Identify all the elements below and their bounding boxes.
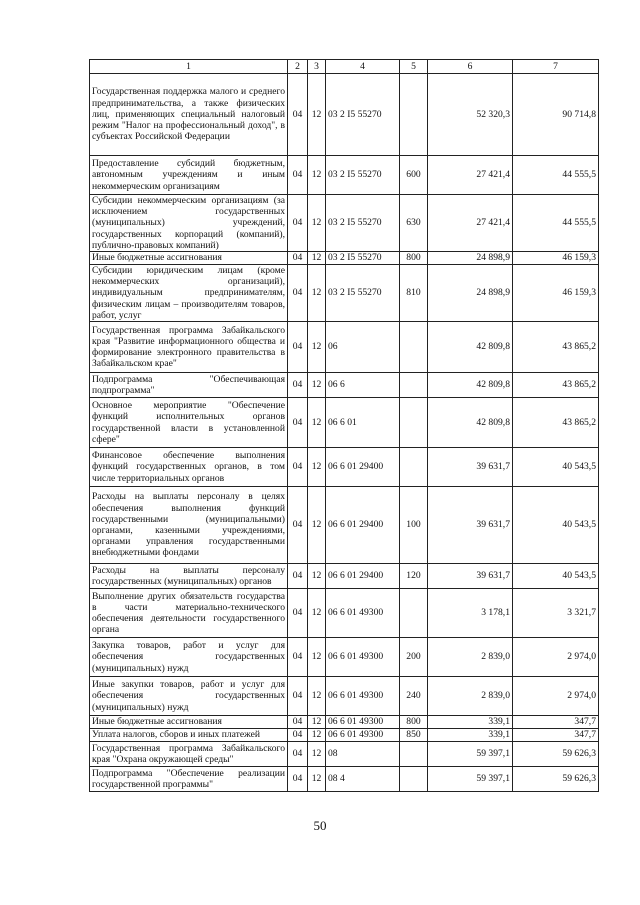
- row-name: Уплата налогов, сборов и иных платежей: [90, 729, 288, 742]
- row-name: Основное мероприятие "Обеспечение функций исполнительных органов государственной власти в установленной сфере": [90, 398, 288, 448]
- amount-year-1: 27 421,4: [428, 156, 513, 195]
- amount-year-2: 347,7: [513, 716, 599, 729]
- target-article-code: 06 6 01 29400: [326, 448, 400, 487]
- amount-year-1: 339,1: [428, 716, 513, 729]
- subsection-code: 12: [308, 767, 326, 792]
- subsection-code: 12: [308, 589, 326, 638]
- amount-year-2: 40 543,5: [513, 448, 599, 487]
- row-name: Иные бюджетные ассигнования: [90, 252, 288, 265]
- subsection-code: 12: [308, 487, 326, 564]
- subsection-code: 12: [308, 74, 326, 156]
- table-row: [90, 589, 599, 638]
- expense-type-code: [400, 742, 428, 767]
- target-article-code: 06 6 01 49300: [326, 729, 400, 742]
- target-article-code: 03 2 I5 55270: [326, 156, 400, 195]
- column-header: 5: [400, 60, 428, 74]
- section-code: 04: [288, 487, 308, 564]
- expense-type-code: [400, 322, 428, 373]
- expense-type-code: [400, 448, 428, 487]
- table-row: [90, 638, 599, 677]
- subsection-code: 12: [308, 448, 326, 487]
- target-article-code: 06: [326, 322, 400, 373]
- row-name: Расходы на выплаты персоналу государственных (муниципальных) органов: [90, 564, 288, 589]
- section-code: 04: [288, 322, 308, 373]
- amount-year-2: 43 865,2: [513, 398, 599, 448]
- subsection-code: 12: [308, 322, 326, 373]
- table-row: [90, 716, 599, 729]
- table-row: [90, 564, 599, 589]
- section-code: 04: [288, 156, 308, 195]
- subsection-code: 12: [308, 716, 326, 729]
- amount-year-1: 42 809,8: [428, 373, 513, 398]
- row-name: Финансовое обеспечение выполнения функций государственных органов, в том числе территориальных органов: [90, 448, 288, 487]
- table-row: [90, 767, 599, 792]
- row-name: Подпрограмма "Обеспечение реализации государственной программы": [90, 767, 288, 792]
- table-row: [90, 265, 599, 322]
- expense-type-code: [400, 398, 428, 448]
- table-body: [90, 74, 599, 792]
- row-name: Подпрограмма "Обеспечивающая подпрограмма": [90, 373, 288, 398]
- section-code: 04: [288, 742, 308, 767]
- amount-year-2: 90 714,8: [513, 74, 599, 156]
- row-name: Иные бюджетные ассигнования: [90, 716, 288, 729]
- amount-year-2: 3 321,7: [513, 589, 599, 638]
- subsection-code: 12: [308, 373, 326, 398]
- expense-type-code: [400, 74, 428, 156]
- subsection-code: 12: [308, 742, 326, 767]
- subsection-code: 12: [308, 195, 326, 252]
- target-article-code: 08: [326, 742, 400, 767]
- target-article-code: 06 6 01 29400: [326, 564, 400, 589]
- section-code: 04: [288, 448, 308, 487]
- row-name: Субсидии юридическим лицам (кроме некоммерческих организаций), индивидуальным предпринимателям, физическим лицам – производителям товаров, работ, услуг: [90, 265, 288, 322]
- target-article-code: 06 6 01 49300: [326, 589, 400, 638]
- table-row: [90, 729, 599, 742]
- amount-year-1: 3 178,1: [428, 589, 513, 638]
- amount-year-2: 46 159,3: [513, 265, 599, 322]
- amount-year-1: 42 809,8: [428, 398, 513, 448]
- expense-type-code: [400, 373, 428, 398]
- amount-year-1: 59 397,1: [428, 742, 513, 767]
- subsection-code: 12: [308, 677, 326, 716]
- section-code: 04: [288, 729, 308, 742]
- column-header: 3: [308, 60, 326, 74]
- target-article-code: 08 4: [326, 767, 400, 792]
- amount-year-1: 39 631,7: [428, 487, 513, 564]
- section-code: 04: [288, 74, 308, 156]
- expense-type-code: 800: [400, 252, 428, 265]
- table-header-row: [90, 60, 599, 74]
- expense-type-code: [400, 767, 428, 792]
- section-code: 04: [288, 265, 308, 322]
- amount-year-1: 52 320,3: [428, 74, 513, 156]
- table-row: [90, 398, 599, 448]
- table-row: [90, 742, 599, 767]
- column-header: 1: [90, 60, 288, 74]
- table-row: [90, 677, 599, 716]
- target-article-code: 03 2 I5 55270: [326, 195, 400, 252]
- amount-year-1: 39 631,7: [428, 564, 513, 589]
- table-row: [90, 74, 599, 156]
- subsection-code: 12: [308, 156, 326, 195]
- target-article-code: 06 6 01 49300: [326, 677, 400, 716]
- amount-year-2: 44 555,5: [513, 156, 599, 195]
- row-name: Государственная поддержка малого и среднего предпринимательства, а также физических лиц, применяющих специальный налоговый режим "Налог на профессиональный доход", в субъектах Российской Федерации: [90, 74, 288, 156]
- subsection-code: 12: [308, 398, 326, 448]
- row-name: Иные закупки товаров, работ и услуг для обеспечения государственных (муниципальных) нужд: [90, 677, 288, 716]
- row-name: Выполнение других обязательств государства в части материально-технического обеспечения деятельности государственного органа: [90, 589, 288, 638]
- amount-year-2: 59 626,3: [513, 767, 599, 792]
- section-code: 04: [288, 398, 308, 448]
- section-code: 04: [288, 564, 308, 589]
- target-article-code: 03 2 I5 55270: [326, 265, 400, 322]
- amount-year-1: 42 809,8: [428, 322, 513, 373]
- table-row: [90, 156, 599, 195]
- row-name: Предоставление субсидий бюджетным, автономным учреждениям и иным некоммерческим организациям: [90, 156, 288, 195]
- amount-year-1: 339,1: [428, 729, 513, 742]
- target-article-code: 06 6: [326, 373, 400, 398]
- amount-year-2: 2 974,0: [513, 638, 599, 677]
- table-row: [90, 195, 599, 252]
- amount-year-2: 46 159,3: [513, 252, 599, 265]
- row-name: Государственная программа Забайкальского края "Охрана окружающей среды": [90, 742, 288, 767]
- expense-type-code: 800: [400, 716, 428, 729]
- target-article-code: 06 6 01 29400: [326, 487, 400, 564]
- subsection-code: 12: [308, 265, 326, 322]
- section-code: 04: [288, 638, 308, 677]
- amount-year-2: 40 543,5: [513, 487, 599, 564]
- amount-year-2: 40 543,5: [513, 564, 599, 589]
- table-row: [90, 252, 599, 265]
- budget-table: [89, 59, 599, 792]
- expense-type-code: 810: [400, 265, 428, 322]
- page-number: 50: [313, 818, 327, 833]
- amount-year-2: 44 555,5: [513, 195, 599, 252]
- amount-year-1: 39 631,7: [428, 448, 513, 487]
- amount-year-2: 347,7: [513, 729, 599, 742]
- column-header: 4: [326, 60, 400, 74]
- expense-type-code: 200: [400, 638, 428, 677]
- column-header: 2: [288, 60, 308, 74]
- row-name: Государственная программа Забайкальского края "Развитие информационного общества и формирование электронного правительства в Забайкальском крае": [90, 322, 288, 373]
- section-code: 04: [288, 767, 308, 792]
- amount-year-1: 24 898,9: [428, 252, 513, 265]
- target-article-code: 06 6 01 49300: [326, 716, 400, 729]
- row-name: Субсидии некоммерческим организациям (за исключением государственных (муниципальных) учреждений, государственных корпораций (компаний), публично-правовых компаний): [90, 195, 288, 252]
- table-row: [90, 448, 599, 487]
- column-header: 6: [428, 60, 513, 74]
- target-article-code: 03 2 I5 55270: [326, 74, 400, 156]
- amount-year-2: 43 865,2: [513, 373, 599, 398]
- expense-type-code: 120: [400, 564, 428, 589]
- amount-year-1: 2 839,0: [428, 638, 513, 677]
- row-name: Расходы на выплаты персоналу в целях обеспечения выполнения функций государственными (муниципальными) органами, казенными учреждениями, органами управления государственными внебюджетными фондами: [90, 487, 288, 564]
- subsection-code: 12: [308, 638, 326, 677]
- section-code: 04: [288, 677, 308, 716]
- subsection-code: 12: [308, 564, 326, 589]
- expense-type-code: 630: [400, 195, 428, 252]
- amount-year-1: 24 898,9: [428, 265, 513, 322]
- table-row: [90, 322, 599, 373]
- section-code: 04: [288, 716, 308, 729]
- amount-year-2: 43 865,2: [513, 322, 599, 373]
- section-code: 04: [288, 373, 308, 398]
- expense-type-code: 850: [400, 729, 428, 742]
- section-code: 04: [288, 589, 308, 638]
- amount-year-2: 59 626,3: [513, 742, 599, 767]
- amount-year-1: 2 839,0: [428, 677, 513, 716]
- expense-type-code: 100: [400, 487, 428, 564]
- target-article-code: 06 6 01: [326, 398, 400, 448]
- section-code: 04: [288, 252, 308, 265]
- amount-year-2: 2 974,0: [513, 677, 599, 716]
- expense-type-code: 600: [400, 156, 428, 195]
- amount-year-1: 27 421,4: [428, 195, 513, 252]
- amount-year-1: 59 397,1: [428, 767, 513, 792]
- target-article-code: 03 2 I5 55270: [326, 252, 400, 265]
- table-row: [90, 487, 599, 564]
- row-name: Закупка товаров, работ и услуг для обеспечения государственных (муниципальных) нужд: [90, 638, 288, 677]
- table-row: [90, 373, 599, 398]
- target-article-code: 06 6 01 49300: [326, 638, 400, 677]
- section-code: 04: [288, 195, 308, 252]
- subsection-code: 12: [308, 252, 326, 265]
- expense-type-code: 240: [400, 677, 428, 716]
- column-header: 7: [513, 60, 599, 74]
- expense-type-code: [400, 589, 428, 638]
- subsection-code: 12: [308, 729, 326, 742]
